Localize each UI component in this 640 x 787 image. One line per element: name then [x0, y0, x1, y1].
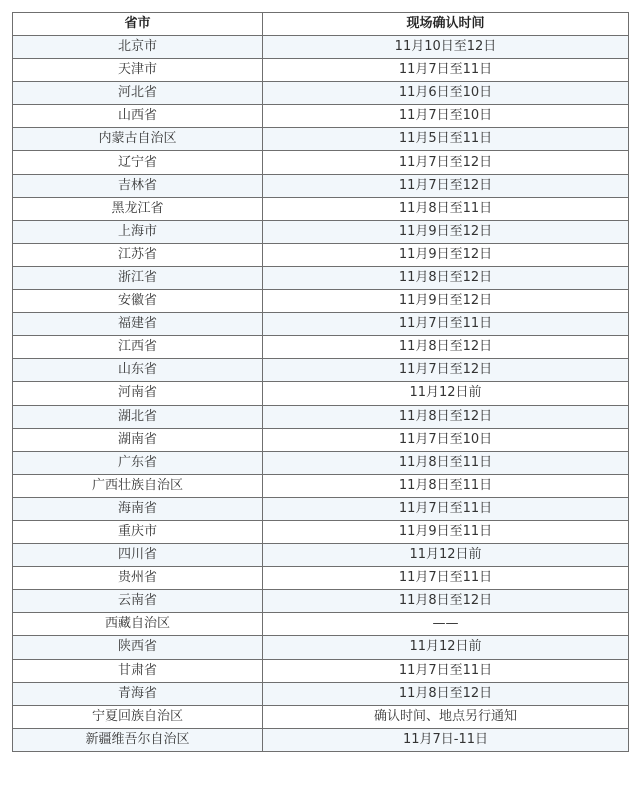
table-row [13, 682, 629, 705]
confirmation-time-cell: 11月7日-11日 [263, 728, 629, 751]
confirmation-time-cell: 11月12日前 [263, 544, 629, 567]
confirmation-time-cell: 11月8日至11日 [263, 197, 629, 220]
table-row [13, 336, 629, 359]
confirmation-time-cell: 11月8日至12日 [263, 590, 629, 613]
province-cell: 上海市 [13, 220, 263, 243]
confirmation-schedule-table-wrapper [12, 12, 628, 752]
province-cell: 甘肃省 [13, 659, 263, 682]
table-row [13, 544, 629, 567]
confirmation-time-cell: 11月7日至12日 [263, 151, 629, 174]
province-cell: 北京市 [13, 36, 263, 59]
header-confirmation-time: 现场确认时间 [263, 13, 629, 36]
table-row [13, 266, 629, 289]
table-row [13, 451, 629, 474]
confirmation-time-cell: 11月7日至11日 [263, 567, 629, 590]
confirmation-time-cell: 11月5日至11日 [263, 128, 629, 151]
province-cell: 陕西省 [13, 636, 263, 659]
province-cell: 天津市 [13, 59, 263, 82]
province-cell: 广东省 [13, 451, 263, 474]
province-cell: 山西省 [13, 105, 263, 128]
table-row [13, 497, 629, 520]
table-row [13, 151, 629, 174]
table-row [13, 636, 629, 659]
province-cell: 辽宁省 [13, 151, 263, 174]
table-row [13, 520, 629, 543]
confirmation-time-cell: 11月7日至10日 [263, 428, 629, 451]
table-row [13, 382, 629, 405]
province-cell: 福建省 [13, 313, 263, 336]
table-row [13, 705, 629, 728]
confirmation-time-cell: 11月7日至11日 [263, 313, 629, 336]
province-cell: 黑龙江省 [13, 197, 263, 220]
table-row [13, 105, 629, 128]
confirmation-time-cell: 11月12日前 [263, 382, 629, 405]
province-cell: 河南省 [13, 382, 263, 405]
confirmation-time-cell: 11月8日至11日 [263, 474, 629, 497]
province-cell: 云南省 [13, 590, 263, 613]
province-cell: 贵州省 [13, 567, 263, 590]
province-cell: 四川省 [13, 544, 263, 567]
table-header-row [13, 13, 629, 36]
confirmation-time-cell: 11月8日至12日 [263, 336, 629, 359]
province-cell: 吉林省 [13, 174, 263, 197]
confirmation-time-cell: 11月9日至12日 [263, 243, 629, 266]
province-cell: 江西省 [13, 336, 263, 359]
table-row [13, 174, 629, 197]
province-cell: 湖南省 [13, 428, 263, 451]
confirmation-time-cell: 11月6日至10日 [263, 82, 629, 105]
confirmation-time-cell: 11月8日至12日 [263, 682, 629, 705]
table-row [13, 728, 629, 751]
confirmation-time-cell: —— [263, 613, 629, 636]
province-cell: 海南省 [13, 497, 263, 520]
confirmation-time-cell: 11月9日至12日 [263, 220, 629, 243]
province-cell: 宁夏回族自治区 [13, 705, 263, 728]
province-cell: 山东省 [13, 359, 263, 382]
table-row [13, 313, 629, 336]
table-body [13, 36, 629, 752]
table-row [13, 474, 629, 497]
province-cell: 江苏省 [13, 243, 263, 266]
confirmation-time-cell: 确认时间、地点另行通知 [263, 705, 629, 728]
confirmation-time-cell: 11月7日至12日 [263, 174, 629, 197]
table-row [13, 82, 629, 105]
province-cell: 广西壮族自治区 [13, 474, 263, 497]
table-row [13, 405, 629, 428]
province-cell: 浙江省 [13, 266, 263, 289]
table-row [13, 220, 629, 243]
table-row [13, 59, 629, 82]
table-row [13, 36, 629, 59]
table-row [13, 659, 629, 682]
province-cell: 河北省 [13, 82, 263, 105]
confirmation-time-cell: 11月8日至12日 [263, 266, 629, 289]
confirmation-schedule-table [12, 12, 629, 752]
confirmation-time-cell: 11月10日至12日 [263, 36, 629, 59]
confirmation-time-cell: 11月9日至12日 [263, 290, 629, 313]
table-row [13, 613, 629, 636]
header-province: 省市 [13, 13, 263, 36]
table-row [13, 128, 629, 151]
table-row [13, 428, 629, 451]
confirmation-time-cell: 11月7日至11日 [263, 659, 629, 682]
province-cell: 内蒙古自治区 [13, 128, 263, 151]
confirmation-time-cell: 11月7日至12日 [263, 359, 629, 382]
confirmation-time-cell: 11月9日至11日 [263, 520, 629, 543]
table-row [13, 359, 629, 382]
confirmation-time-cell: 11月7日至11日 [263, 59, 629, 82]
table-row [13, 243, 629, 266]
province-cell: 湖北省 [13, 405, 263, 428]
confirmation-time-cell: 11月7日至10日 [263, 105, 629, 128]
confirmation-time-cell: 11月12日前 [263, 636, 629, 659]
province-cell: 安徽省 [13, 290, 263, 313]
confirmation-time-cell: 11月7日至11日 [263, 497, 629, 520]
table-row [13, 567, 629, 590]
province-cell: 重庆市 [13, 520, 263, 543]
confirmation-time-cell: 11月8日至11日 [263, 451, 629, 474]
table-row [13, 197, 629, 220]
table-row [13, 290, 629, 313]
table-row [13, 590, 629, 613]
confirmation-time-cell: 11月8日至12日 [263, 405, 629, 428]
province-cell: 西藏自治区 [13, 613, 263, 636]
province-cell: 青海省 [13, 682, 263, 705]
province-cell: 新疆维吾尔自治区 [13, 728, 263, 751]
